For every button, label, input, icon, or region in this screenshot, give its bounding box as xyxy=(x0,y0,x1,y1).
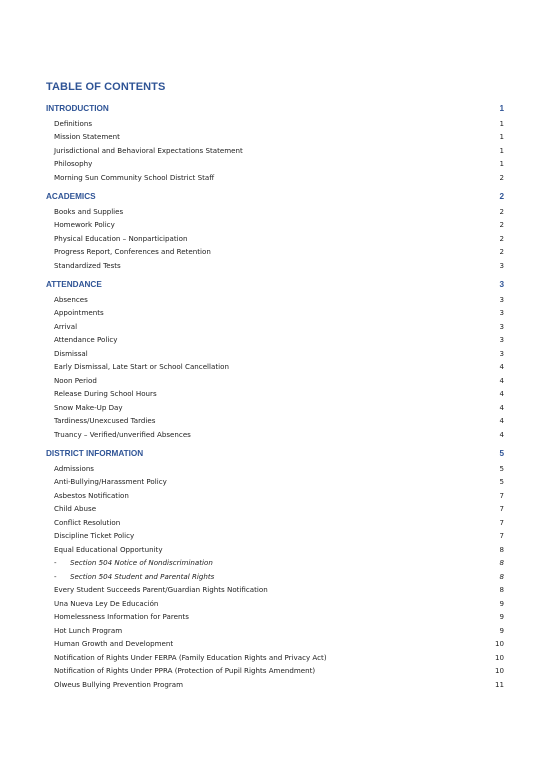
toc-entry[interactable] xyxy=(46,597,504,611)
toc-entry-label: Morning Sun Community School District Staff xyxy=(54,172,215,182)
toc-entry-label: Discipline Ticket Policy xyxy=(54,531,135,540)
toc-entry-text xyxy=(54,664,315,678)
toc-entry[interactable] xyxy=(46,259,504,273)
toc-entry[interactable] xyxy=(46,664,504,678)
section-heading-label: ACADEMICS xyxy=(46,192,96,201)
toc-entry-label: Olweus Bullying Prevention Program xyxy=(54,679,184,689)
toc-entry-text xyxy=(54,171,214,185)
toc-entry-text xyxy=(54,583,268,597)
toc-entry[interactable] xyxy=(46,610,504,624)
toc-entry-page-number: 7 xyxy=(499,504,504,513)
toc-entry-label: Homelessness Information for Parents xyxy=(54,612,189,621)
toc-entry-text xyxy=(54,637,173,651)
toc-entry-text xyxy=(54,543,163,557)
toc-entry-label: Release During School Hours xyxy=(54,389,157,398)
toc-entry-page-number: 8 xyxy=(499,558,504,567)
toc-entry-text xyxy=(54,428,191,442)
toc-entry-label: Tardiness/Unexcused Tardies xyxy=(54,416,156,425)
toc-entry[interactable] xyxy=(46,232,504,246)
toc-entry-text xyxy=(54,218,115,232)
toc-entry-page-number: 9 xyxy=(499,598,504,608)
toc-entry-text xyxy=(54,360,229,374)
toc-entry-text xyxy=(54,232,187,246)
toc-entry[interactable] xyxy=(46,637,504,651)
toc-entry-text xyxy=(54,462,94,476)
toc-entry-page-number: 7 xyxy=(499,490,504,500)
table-of-contents xyxy=(46,103,504,698)
toc-entry-page-number: 2 xyxy=(499,233,504,243)
toc-entry-label: Hot Lunch Program xyxy=(54,625,123,635)
toc-entry[interactable] xyxy=(46,205,504,219)
toc-entry[interactable] xyxy=(46,117,504,131)
toc-entry-label: Human Growth and Development xyxy=(54,639,174,648)
toc-entry-page-number: 4 xyxy=(499,416,504,425)
section-heading-label: ATTENDANCE xyxy=(46,280,102,289)
toc-entry[interactable] xyxy=(46,171,504,185)
toc-entry-page-number: 3 xyxy=(499,294,504,304)
toc-entry-label: Una Nueva Ley De Educación xyxy=(54,598,159,608)
toc-entry-page-number: 9 xyxy=(499,625,504,635)
toc-entry-text xyxy=(54,130,120,144)
toc-entry-page-number: 3 xyxy=(499,308,504,317)
toc-entry[interactable] xyxy=(46,414,504,428)
toc-entry-label: Jurisdictional and Behavioral Expectations Statement xyxy=(54,145,243,155)
toc-entry-page-number: 4 xyxy=(499,429,504,439)
toc-entry-label: Homework Policy xyxy=(54,220,115,229)
toc-entry-page-number: 2 xyxy=(499,206,504,216)
toc-entry-text xyxy=(54,387,157,401)
toc-entry-label: Section 504 Student and Parental Rights xyxy=(70,571,215,581)
toc-entry-label: Progress Report, Conferences and Retention xyxy=(54,247,211,256)
toc-entry[interactable] xyxy=(46,306,504,320)
toc-entry[interactable] xyxy=(46,529,504,543)
section-heading-label: DISTRICT INFORMATION xyxy=(46,449,144,458)
toc-entry-page-number: 10 xyxy=(494,652,504,662)
toc-entry-label: Snow Make-Up Day xyxy=(54,402,123,412)
toc-entry-page-number: 4 xyxy=(499,375,504,385)
toc-section-heading[interactable] xyxy=(46,448,504,460)
toc-entry[interactable] xyxy=(46,360,504,374)
toc-entry-page-number: 3 xyxy=(499,348,504,358)
toc-entry-text xyxy=(54,678,183,692)
toc-entry-label: Definitions xyxy=(54,118,93,128)
toc-entry-label: Books and Supplies xyxy=(54,206,124,216)
toc-entry[interactable] xyxy=(46,293,504,307)
toc-section xyxy=(46,191,504,272)
toc-entry-page-number: 9 xyxy=(499,612,504,621)
toc-entry-label: Notification of Rights Under FERPA (Family Education Rights and Privacy Act) xyxy=(54,652,327,662)
toc-entry-page-number: 5 xyxy=(499,477,504,486)
toc-entry[interactable] xyxy=(46,347,504,361)
toc-entry-text xyxy=(54,529,134,543)
toc-entry-page-number: 5 xyxy=(499,463,504,473)
toc-entry-page-number: 8 xyxy=(499,585,504,594)
toc-section xyxy=(46,448,504,691)
toc-entry-text xyxy=(54,205,123,219)
toc-entry[interactable] xyxy=(46,218,504,232)
toc-entry-label: Truancy – Verified/unverified Absences xyxy=(54,429,191,439)
toc-entry-label: Child Abuse xyxy=(54,504,97,513)
toc-entry-page-number: 8 xyxy=(499,571,504,581)
toc-entry-page-number: 8 xyxy=(499,544,504,554)
toc-entry-label: Noon Period xyxy=(54,375,97,385)
toc-entry-page-number: 3 xyxy=(499,335,504,344)
toc-title: TABLE OF CONTENTS xyxy=(46,81,166,93)
toc-entry-page-number: 1 xyxy=(499,118,504,128)
toc-entry-text xyxy=(54,516,120,530)
toc-entry-text xyxy=(54,347,88,361)
toc-entry-page-number: 1 xyxy=(499,159,504,168)
toc-entry-label: Section 504 Notice of Nondiscrimination xyxy=(70,558,213,567)
toc-entry-page-number: 1 xyxy=(499,132,504,141)
toc-entry[interactable] xyxy=(46,678,504,692)
section-page-number: 3 xyxy=(499,280,504,289)
toc-entry-text xyxy=(54,374,97,388)
toc-entry-label: Admissions xyxy=(54,463,95,473)
toc-entry-label: Appointments xyxy=(54,308,104,317)
toc-entry-label: Mission Statement xyxy=(54,132,120,141)
toc-entry-text xyxy=(54,624,122,638)
toc-entry-label: Standardized Tests xyxy=(54,260,121,270)
toc-entry-page-number: 2 xyxy=(499,220,504,229)
section-page-number: 1 xyxy=(499,104,504,113)
list-bullet: - xyxy=(54,558,57,567)
toc-entry-text xyxy=(54,610,189,624)
toc-entry[interactable] xyxy=(46,583,504,597)
toc-entry[interactable] xyxy=(46,245,504,259)
section-heading-label: INTRODUCTION xyxy=(46,104,109,113)
toc-entry-text xyxy=(54,570,214,584)
toc-entry-label: Every Student Succeeds Parent/Guardian Rights Notification xyxy=(54,585,268,594)
list-bullet: - xyxy=(54,571,57,581)
toc-entry[interactable] xyxy=(46,556,504,570)
toc-entry-text xyxy=(54,475,167,489)
toc-entry-text xyxy=(54,502,96,516)
toc-section xyxy=(46,103,504,184)
toc-section-heading[interactable] xyxy=(46,103,504,115)
toc-entry-text xyxy=(54,117,92,131)
toc-entry-page-number: 7 xyxy=(499,531,504,540)
toc-entry[interactable] xyxy=(46,475,504,489)
toc-entry-text xyxy=(54,320,77,334)
toc-entry[interactable] xyxy=(46,428,504,442)
toc-entry[interactable] xyxy=(46,570,504,584)
toc-entry-text xyxy=(54,414,155,428)
toc-entry-text xyxy=(54,245,211,259)
toc-entry-text xyxy=(54,651,327,665)
toc-entry-label: Asbestos Notification xyxy=(54,490,129,500)
toc-entry-page-number: 4 xyxy=(499,362,504,371)
toc-entry-text xyxy=(54,556,213,570)
toc-entry-text xyxy=(54,333,117,347)
toc-entry-text xyxy=(54,401,123,415)
toc-entry[interactable] xyxy=(46,320,504,334)
toc-entry-label: Attendance Policy xyxy=(54,335,118,344)
toc-entry[interactable] xyxy=(46,516,504,530)
toc-entry-page-number: 4 xyxy=(499,402,504,412)
toc-entry-text xyxy=(54,306,104,320)
toc-entry[interactable] xyxy=(46,130,504,144)
toc-entry-text xyxy=(54,144,243,158)
toc-entry-label: Early Dismissal, Late Start or School Cancellation xyxy=(54,362,229,371)
toc-entry-text xyxy=(54,489,129,503)
toc-entry[interactable] xyxy=(46,374,504,388)
toc-section-heading[interactable] xyxy=(46,279,504,291)
toc-entry-page-number: 10 xyxy=(494,639,504,648)
toc-section xyxy=(46,279,504,441)
toc-entry-page-number: 3 xyxy=(499,260,504,270)
toc-entry-page-number: 4 xyxy=(499,389,504,398)
section-page-number: 2 xyxy=(499,192,504,201)
toc-section-heading[interactable] xyxy=(46,191,504,203)
toc-entry[interactable] xyxy=(46,543,504,557)
section-page-number: 5 xyxy=(499,449,504,458)
toc-entry-label: Notification of Rights Under PPRA (Protection of Pupil Rights Amendment) xyxy=(54,666,316,675)
toc-entry[interactable] xyxy=(46,651,504,665)
toc-entry-text xyxy=(54,259,121,273)
toc-entry[interactable] xyxy=(46,157,504,171)
toc-entry-page-number: 2 xyxy=(499,247,504,256)
toc-entry-text xyxy=(54,157,92,171)
toc-entry-label: Arrival xyxy=(54,321,78,331)
toc-entry[interactable] xyxy=(46,502,504,516)
toc-entry-text xyxy=(54,293,88,307)
toc-entry[interactable] xyxy=(46,624,504,638)
toc-entry[interactable] xyxy=(46,144,504,158)
toc-entry-label: Equal Educational Opportunity xyxy=(54,544,163,554)
toc-entry-page-number: 11 xyxy=(494,679,504,689)
toc-entry-label: Philosophy xyxy=(54,159,93,168)
toc-entry-page-number: 3 xyxy=(499,321,504,331)
toc-entry-page-number: 7 xyxy=(499,517,504,527)
toc-entry[interactable] xyxy=(46,489,504,503)
toc-entry[interactable] xyxy=(46,387,504,401)
toc-entry-label: Conflict Resolution xyxy=(54,517,121,527)
toc-entry-label: Dismissal xyxy=(54,348,88,358)
toc-entry-page-number: 10 xyxy=(494,666,504,675)
toc-entry-label: Anti-Bullying/Harassment Policy xyxy=(54,477,167,486)
toc-entry[interactable] xyxy=(46,401,504,415)
toc-entry-text xyxy=(54,597,158,611)
toc-entry-label: Absences xyxy=(54,294,88,304)
toc-entry-page-number: 2 xyxy=(499,172,504,182)
toc-entry[interactable] xyxy=(46,462,504,476)
toc-entry-page-number: 1 xyxy=(499,145,504,155)
toc-entry-label: Physical Education – Nonparticipation xyxy=(54,233,188,243)
toc-entry[interactable] xyxy=(46,333,504,347)
